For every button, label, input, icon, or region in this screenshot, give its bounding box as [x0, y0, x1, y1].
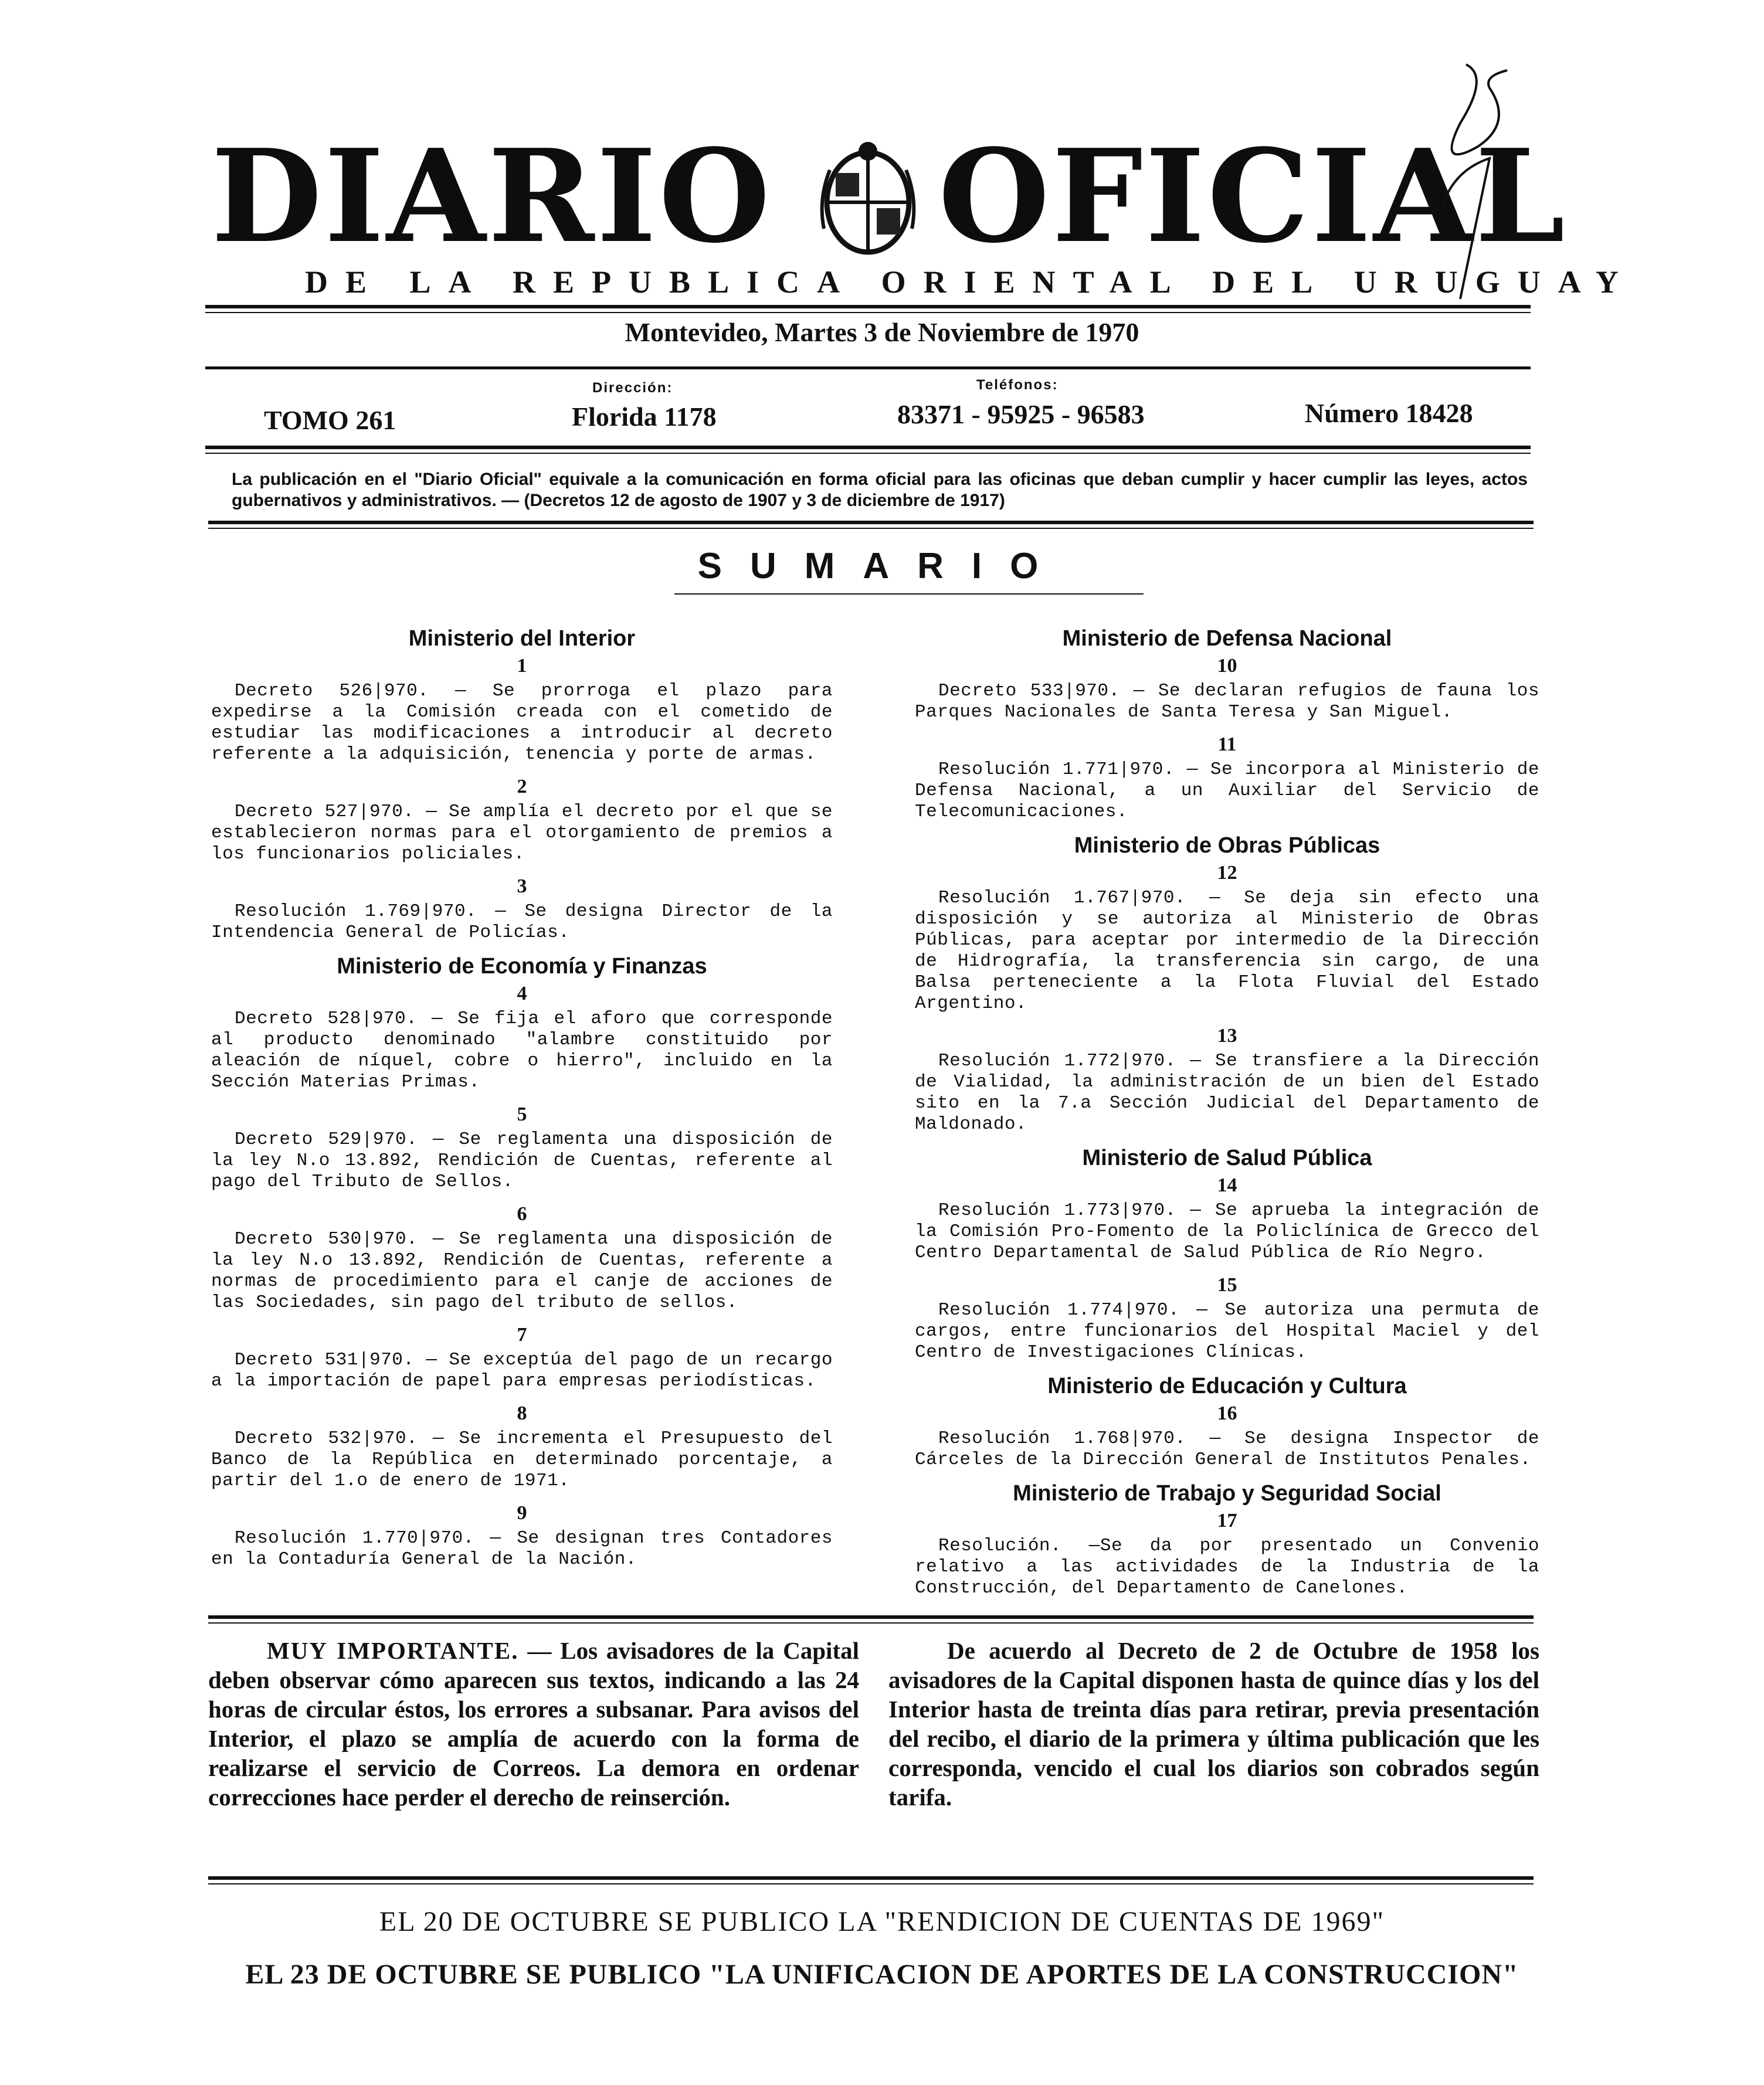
summary-entry: Decreto 526|970. — Se prorroga el plazo para expedirse a la Comisión creada con el cometido de estudiar las modificaciones a introducir al decreto referente a la adquisición, tenencia y porte de armas. [211, 681, 833, 765]
important-paragraph: De acuerdo al Decreto de 2 de Octubre de 1958 los avisadores de la Capital disponen hasta de quince días y los del Interior hasta de treinta días para retirar, previa presentación del recibo, el diario de la primera y última publicación que les corresponda, vencido el cual los diarios son cobrados según tarifa. [888, 1637, 1539, 1811]
footer-announcement-2: EL 23 DE OCTUBRE SE PUBLICO "LA UNIFICACION DE APORTES DE LA CONSTRUCCION" [245, 1959, 1519, 1990]
entry-number: 17 [1217, 1510, 1237, 1532]
entry-number: 2 [517, 776, 527, 797]
entry-number: 15 [1217, 1274, 1237, 1296]
entry-number: 6 [517, 1203, 527, 1225]
rule [208, 1883, 1534, 1884]
rule [205, 453, 1531, 454]
summary-entry: Resolución 1.767|970. — Se deja sin efecto una disposición y se autoriza al Ministerio de Obras Públicas, para aceptar por intermedio de la Dirección de Hidrografía, la transferencia sin cargo, de una Balsa perteneciente a la Flota Fluvial del Estado Argentino. [915, 888, 1539, 1014]
entry-number: 5 [517, 1103, 527, 1125]
rule [674, 593, 1144, 595]
direccion: Florida 1178 [572, 402, 717, 432]
entry-number: 3 [517, 875, 527, 897]
entry-number: 11 [1217, 734, 1237, 755]
rule [205, 366, 1531, 369]
summary-entry: Resolución 1.774|970. — Se autoriza una permuta de cargos, entre funcionarios del Hospital Maciel y del Centro de Investigaciones Clínicas. [915, 1300, 1539, 1363]
important-lead: MUY IMPORTANTE. [267, 1637, 519, 1664]
entry-number: 8 [517, 1403, 527, 1424]
footer-announcement-1: EL 20 DE OCTUBRE SE PUBLICO LA "RENDICION DE CUENTAS DE 1969" [379, 1906, 1385, 1937]
masthead-title-right: OFICIAL [938, 121, 1568, 271]
rule [208, 1615, 1534, 1619]
summary-entry: Resolución 1.773|970. — Se aprueba la integración de la Comisión Pro-Fomento de la Policlínica de Grecco del Centro Departamental de Salud Pública de Río Negro. [915, 1200, 1539, 1263]
summary-entry: Decreto 533|970. — Se declaran refugios de fauna los Parques Nacionales de Santa Teresa y San Miguel. [915, 681, 1539, 722]
summary-entry: Resolución. —Se da por presentado un Convenio relativo a las actividades de la Industria de la Construcción, del Departamento de Canelones. [915, 1536, 1539, 1598]
important-notice-left [208, 1636, 859, 1825]
summary-entry: Resolución 1.768|970. — Se designa Inspector de Cárceles de la Dirección General de Institutos Penales. [915, 1428, 1539, 1470]
summary-entry: Resolución 1.772|970. — Se transfiere a la Dirección de Vialidad, la administración de un bien del Estado sito en la 7.a Sección Judicial del Departamento de Maldonado. [915, 1051, 1539, 1135]
entry-number: 10 [1217, 655, 1237, 677]
coat-of-arms-icon [812, 141, 924, 258]
entry-number: 12 [1217, 862, 1237, 884]
ministry-heading: Ministerio de Educación y Cultura [1047, 1374, 1407, 1398]
entry-number: 16 [1217, 1403, 1237, 1424]
entry-number: 9 [517, 1502, 527, 1524]
important-paragraph [208, 1636, 859, 1812]
issue-number: Número 18428 [1305, 398, 1473, 428]
rule [205, 312, 1531, 313]
tomo: TOMO 261 [264, 405, 396, 435]
ministry-heading: Ministerio de Salud Pública [1082, 1146, 1372, 1170]
rule [205, 305, 1531, 308]
summary-entry: Decreto 528|970. — Se fija el aforo que corresponde al producto denominado "alambre constituido por aleación de níquel, cobre o hierro", incluido en la Sección Materias Primas. [211, 1008, 833, 1092]
masthead-subtitle: DE LA REPUBLICA ORIENTAL DEL URUGUAY [305, 264, 1636, 300]
telefonos-label: Teléfonos: [976, 377, 1059, 393]
summary-entry: Resolución 1.770|970. — Se designan tres Contadores en la Contaduría General de la Nación. [211, 1528, 833, 1570]
ministry-heading: Ministerio de Trabajo y Seguridad Social [1013, 1481, 1441, 1506]
ministry-heading: Ministerio de Defensa Nacional [1062, 626, 1392, 651]
rule [208, 528, 1534, 529]
important-text: — Los avisadores de la Capital deben observar cómo aparecen sus textos, indicando a las 24 horas de circular éstos, los errores a subsanar. Para avisos del Interior, el plazo se amplía de acuerdo con la forma de realizarse el servicio de Correos. La demora en ordenar correcciones hace perder el derecho de reinserción. [208, 1637, 859, 1811]
summary-entry: Resolución 1.769|970. — Se designa Director de la Intendencia General de Policías. [211, 901, 833, 943]
rule [208, 1876, 1534, 1880]
summary-entry: Decreto 527|970. — Se amplía el decreto por el que se establecieron normas para el otorgamiento de premios a los funcionarios policiales. [211, 802, 833, 864]
masthead-title-left: DIARIO [211, 121, 773, 271]
summary-entry: Decreto 530|970. — Se reglamenta una disposición de la ley N.o 13.892, Rendición de Cuentas, referente a normas de procedimiento para el canje de acciones de las Sociedades, sin pago del tributo de sellos. [211, 1229, 833, 1313]
telefonos: 83371 - 95925 - 96583 [897, 399, 1145, 429]
direccion-label: Dirección: [592, 380, 673, 396]
entry-number: 13 [1217, 1025, 1237, 1047]
rule [205, 446, 1531, 449]
legal-notice: La publicación en el "Diario Oficial" equivale a la comunicación en forma oficial para las oficinas que deban cumplir y hacer cumplir las leyes, actos gubernativos y administrativos. — (Decretos 12 de agosto de 1907 y 3 de diciembre de 1917) [232, 470, 1528, 510]
sumario-title: SUMARIO [697, 546, 1067, 586]
entry-number: 4 [517, 983, 527, 1004]
summary-entry: Decreto 532|970. — Se incrementa el Presupuesto del Banco de la República en determinado porcentaje, a partir del 1.o de enero de 1971. [211, 1428, 833, 1491]
summary-right-column [915, 616, 1539, 1609]
ministry-heading: Ministerio de Economía y Finanzas [337, 954, 707, 979]
handwritten-mark-icon [1372, 53, 1548, 299]
rule [208, 1622, 1534, 1624]
issue-date: Montevideo, Martes 3 de Noviembre de 1970 [625, 317, 1139, 347]
summary-left-column [211, 616, 833, 1581]
summary-entry: Decreto 531|970. — Se exceptúa del pago de un recargo a la importación de papel para empresas periodísticas. [211, 1350, 833, 1391]
entry-number: 14 [1217, 1174, 1237, 1196]
summary-entry: Decreto 529|970. — Se reglamenta una disposición de la ley N.o 13.892, Rendición de Cuentas, referente al pago del Tributo de Sellos. [211, 1129, 833, 1192]
ministry-heading: Ministerio de Obras Públicas [1074, 833, 1380, 858]
ministry-heading: Ministerio del Interior [408, 626, 636, 651]
masthead [211, 121, 1568, 271]
summary-entry: Resolución 1.771|970. — Se incorpora al Ministerio de Defensa Nacional, a un Auxiliar del Servicio de Telecomunicaciones. [915, 759, 1539, 822]
rule [208, 521, 1534, 524]
entry-number: 7 [517, 1324, 527, 1346]
entry-number: 1 [517, 655, 527, 677]
important-notice-right [888, 1636, 1539, 1825]
